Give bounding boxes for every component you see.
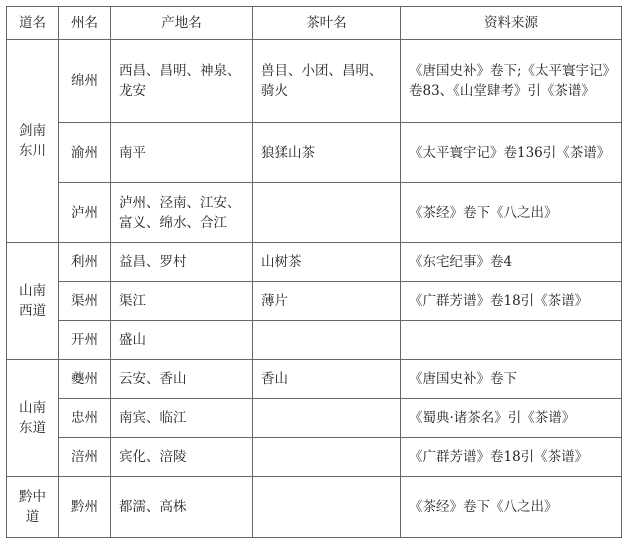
source-cell: 《茶经》卷下《八之出》 xyxy=(401,477,622,538)
source-cell: 《东宅纪事》卷4 xyxy=(401,243,622,282)
chaye-cell: 狼猱山茶 xyxy=(253,123,401,183)
source-cell: 《广群芳谱》卷18引《茶谱》 xyxy=(401,282,622,321)
chandi-cell: 都濡、高株 xyxy=(111,477,253,538)
chaye-cell xyxy=(253,477,401,538)
chaye-cell: 山树茶 xyxy=(253,243,401,282)
chaye-cell: 香山 xyxy=(253,360,401,399)
table-row xyxy=(7,123,622,183)
zhou-cell: 黔州 xyxy=(59,477,111,538)
chaye-cell: 薄片 xyxy=(253,282,401,321)
zhou-cell: 夔州 xyxy=(59,360,111,399)
source-cell: 《茶经》卷下《八之出》 xyxy=(401,183,622,243)
tea-production-table xyxy=(6,6,622,538)
table-row xyxy=(7,399,622,438)
chandi-cell: 益昌、罗村 xyxy=(111,243,253,282)
table-row xyxy=(7,282,622,321)
dao-cell: 剑南东川 xyxy=(7,40,59,243)
zhou-cell: 忠州 xyxy=(59,399,111,438)
chandi-cell: 西昌、昌明、神泉、龙安 xyxy=(111,40,253,123)
chandi-cell: 云安、香山 xyxy=(111,360,253,399)
zhou-cell: 渝州 xyxy=(59,123,111,183)
header-row xyxy=(7,7,622,40)
header-chaye: 茶叶名 xyxy=(253,7,401,40)
chaye-cell xyxy=(253,321,401,360)
chandi-cell: 渠江 xyxy=(111,282,253,321)
table-row xyxy=(7,438,622,477)
source-cell xyxy=(401,321,622,360)
chaye-cell xyxy=(253,183,401,243)
chandi-cell: 盛山 xyxy=(111,321,253,360)
header-zhou: 州名 xyxy=(59,7,111,40)
header-dao: 道名 xyxy=(7,7,59,40)
table-row xyxy=(7,183,622,243)
chaye-cell xyxy=(253,399,401,438)
chandi-cell: 宾化、涪陵 xyxy=(111,438,253,477)
dao-cell: 山南东道 xyxy=(7,360,59,477)
source-cell: 《太平寰宇记》卷136引《茶谱》 xyxy=(401,123,622,183)
zhou-cell: 绵州 xyxy=(59,40,111,123)
table-row xyxy=(7,243,622,282)
zhou-cell: 渠州 xyxy=(59,282,111,321)
source-cell: 《唐国史补》卷下 xyxy=(401,360,622,399)
zhou-cell: 利州 xyxy=(59,243,111,282)
chaye-cell xyxy=(253,438,401,477)
source-cell: 《广群芳谱》卷18引《茶谱》 xyxy=(401,438,622,477)
dao-cell: 黔中道 xyxy=(7,477,59,538)
dao-cell: 山南西道 xyxy=(7,243,59,360)
chandi-cell: 泸州、泾南、江安、富义、绵水、合江 xyxy=(111,183,253,243)
table-row xyxy=(7,477,622,538)
table-row xyxy=(7,360,622,399)
header-source: 资料来源 xyxy=(401,7,622,40)
source-cell: 《蜀典·诸茶名》引《茶谱》 xyxy=(401,399,622,438)
source-cell: 《唐国史补》卷下;《太平寰宇记》卷83、《山堂肆考》引《茶谱》 xyxy=(401,40,622,123)
table-row xyxy=(7,40,622,123)
chandi-cell: 南平 xyxy=(111,123,253,183)
table-row xyxy=(7,321,622,360)
zhou-cell: 涪州 xyxy=(59,438,111,477)
zhou-cell: 泸州 xyxy=(59,183,111,243)
chaye-cell: 兽目、小团、昌明、骑火 xyxy=(253,40,401,123)
chandi-cell: 南宾、临江 xyxy=(111,399,253,438)
zhou-cell: 开州 xyxy=(59,321,111,360)
header-chandi: 产地名 xyxy=(111,7,253,40)
